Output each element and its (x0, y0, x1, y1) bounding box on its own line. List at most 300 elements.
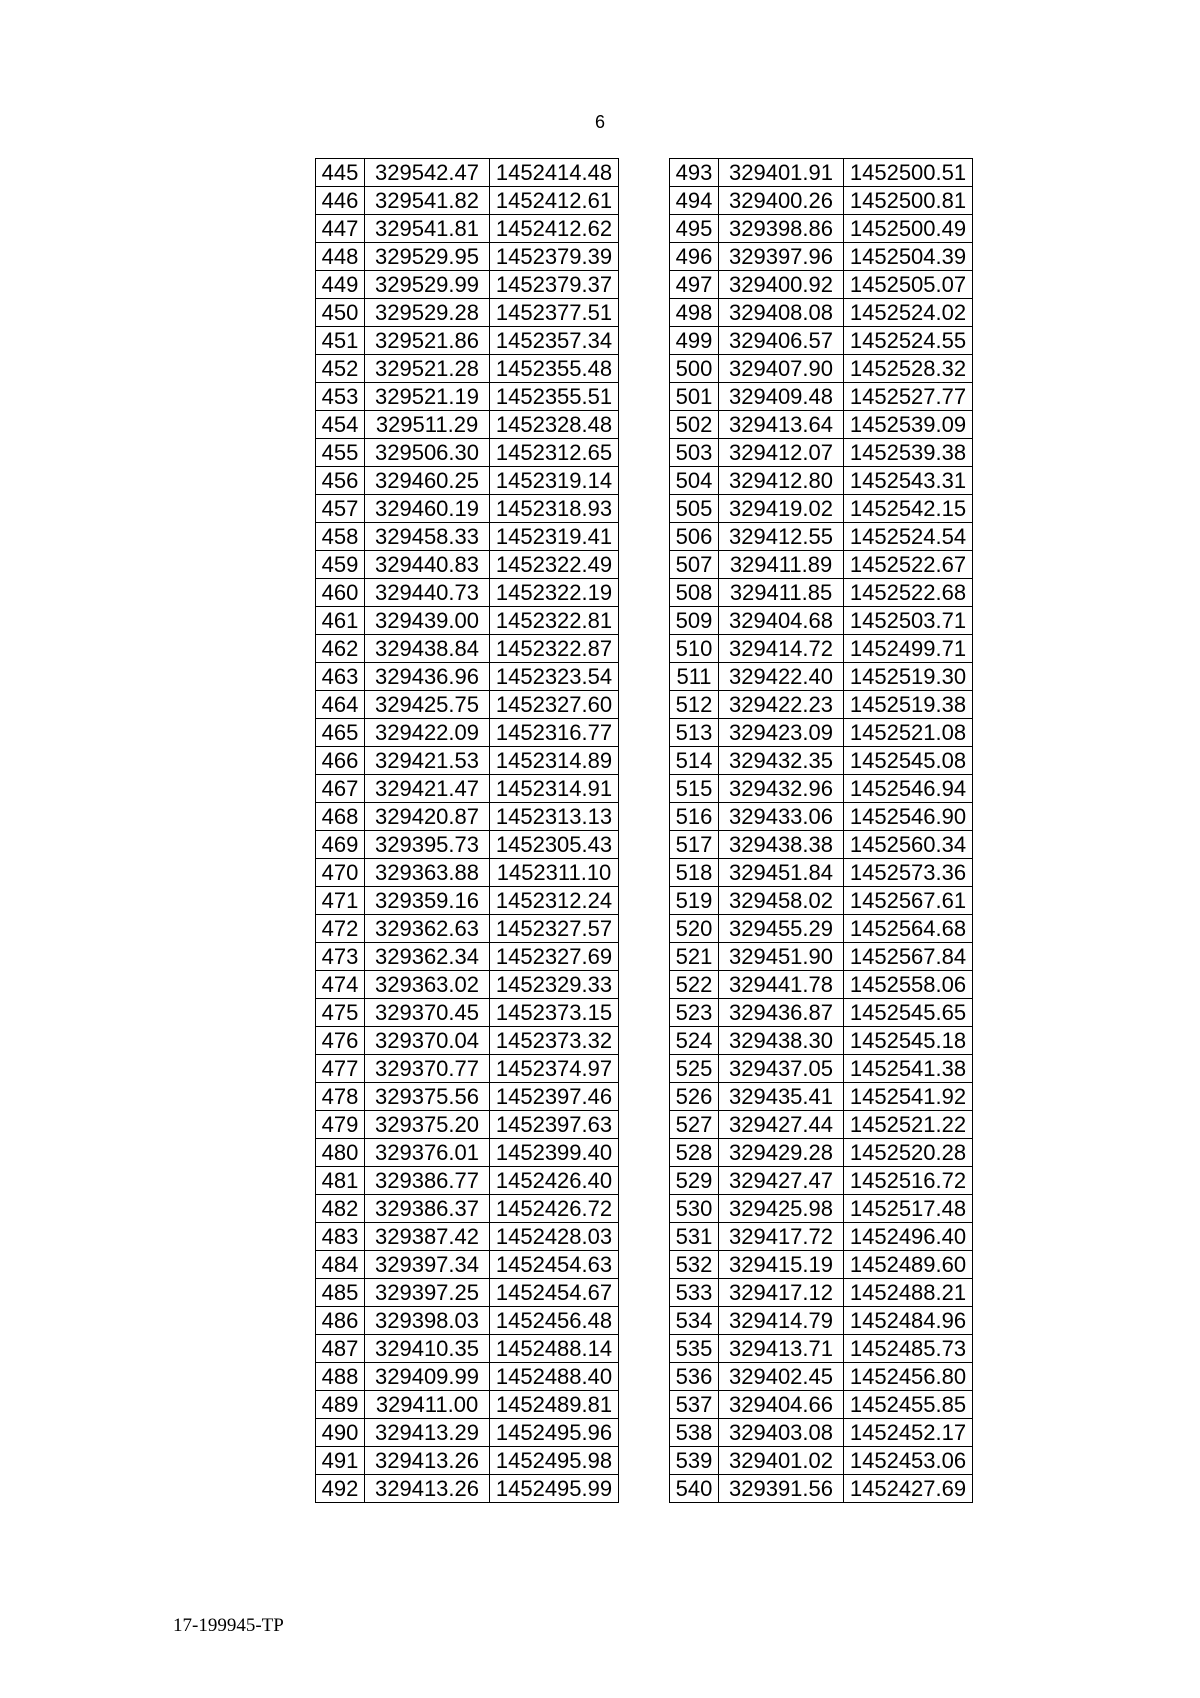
y-coordinate-cell: 1452377.51 (490, 299, 619, 327)
x-coordinate-cell: 329410.35 (365, 1335, 490, 1363)
point-number-cell: 499 (670, 327, 719, 355)
x-coordinate-cell: 329506.30 (365, 439, 490, 467)
table-row (316, 1055, 619, 1083)
x-coordinate-cell: 329436.87 (719, 999, 844, 1027)
y-coordinate-cell: 1452519.30 (844, 663, 973, 691)
x-coordinate-cell: 329455.29 (719, 915, 844, 943)
y-coordinate-cell: 1452322.49 (490, 551, 619, 579)
table-row (670, 355, 973, 383)
table-row (316, 579, 619, 607)
y-coordinate-cell: 1452328.48 (490, 411, 619, 439)
y-coordinate-cell: 1452546.90 (844, 803, 973, 831)
table-row (316, 1083, 619, 1111)
table-row (670, 999, 973, 1027)
point-number-cell: 502 (670, 411, 719, 439)
x-coordinate-cell: 329413.29 (365, 1419, 490, 1447)
y-coordinate-cell: 1452327.60 (490, 691, 619, 719)
x-coordinate-cell: 329415.19 (719, 1251, 844, 1279)
x-coordinate-cell: 329521.28 (365, 355, 490, 383)
x-coordinate-cell: 329391.56 (719, 1475, 844, 1503)
x-coordinate-cell: 329440.73 (365, 579, 490, 607)
table-row (316, 551, 619, 579)
x-coordinate-cell: 329529.95 (365, 243, 490, 271)
point-number-cell: 446 (316, 187, 365, 215)
y-coordinate-cell: 1452545.65 (844, 999, 973, 1027)
x-coordinate-cell: 329412.55 (719, 523, 844, 551)
y-coordinate-cell: 1452489.81 (490, 1391, 619, 1419)
y-coordinate-cell: 1452522.68 (844, 579, 973, 607)
point-number-cell: 536 (670, 1363, 719, 1391)
x-coordinate-cell: 329435.41 (719, 1083, 844, 1111)
table-row (670, 719, 973, 747)
y-coordinate-cell: 1452455.85 (844, 1391, 973, 1419)
table-row (670, 187, 973, 215)
table-row (670, 943, 973, 971)
table-row (670, 887, 973, 915)
x-coordinate-cell: 329387.42 (365, 1223, 490, 1251)
y-coordinate-cell: 1452456.80 (844, 1363, 973, 1391)
y-coordinate-cell: 1452517.48 (844, 1195, 973, 1223)
point-number-cell: 479 (316, 1111, 365, 1139)
y-coordinate-cell: 1452314.89 (490, 747, 619, 775)
table-row (670, 523, 973, 551)
point-number-cell: 513 (670, 719, 719, 747)
table-row (670, 1447, 973, 1475)
point-number-cell: 466 (316, 747, 365, 775)
point-number-cell: 523 (670, 999, 719, 1027)
table-row (316, 1363, 619, 1391)
table-row (670, 691, 973, 719)
table-row (670, 1475, 973, 1503)
point-number-cell: 525 (670, 1055, 719, 1083)
x-coordinate-cell: 329414.72 (719, 635, 844, 663)
x-coordinate-cell: 329409.48 (719, 383, 844, 411)
y-coordinate-cell: 1452426.72 (490, 1195, 619, 1223)
table-row (316, 1335, 619, 1363)
point-number-cell: 498 (670, 299, 719, 327)
y-coordinate-cell: 1452313.13 (490, 803, 619, 831)
table-row (316, 1223, 619, 1251)
table-row (670, 1391, 973, 1419)
y-coordinate-cell: 1452521.22 (844, 1111, 973, 1139)
coordinates-table-left (315, 158, 619, 1503)
point-number-cell: 504 (670, 467, 719, 495)
table-row (670, 1223, 973, 1251)
y-coordinate-cell: 1452427.69 (844, 1475, 973, 1503)
x-coordinate-cell: 329541.81 (365, 215, 490, 243)
x-coordinate-cell: 329363.88 (365, 859, 490, 887)
point-number-cell: 487 (316, 1335, 365, 1363)
point-number-cell: 447 (316, 215, 365, 243)
point-number-cell: 539 (670, 1447, 719, 1475)
table-row (316, 187, 619, 215)
x-coordinate-cell: 329411.89 (719, 551, 844, 579)
point-number-cell: 531 (670, 1223, 719, 1251)
point-number-cell: 474 (316, 971, 365, 999)
y-coordinate-cell: 1452485.73 (844, 1335, 973, 1363)
point-number-cell: 445 (316, 159, 365, 187)
x-coordinate-cell: 329440.83 (365, 551, 490, 579)
y-coordinate-cell: 1452542.15 (844, 495, 973, 523)
table-row (670, 299, 973, 327)
table-row (316, 467, 619, 495)
y-coordinate-cell: 1452560.34 (844, 831, 973, 859)
y-coordinate-cell: 1452355.48 (490, 355, 619, 383)
x-coordinate-cell: 329427.44 (719, 1111, 844, 1139)
x-coordinate-cell: 329417.12 (719, 1279, 844, 1307)
x-coordinate-cell: 329458.33 (365, 523, 490, 551)
y-coordinate-cell: 1452488.21 (844, 1279, 973, 1307)
x-coordinate-cell: 329427.47 (719, 1167, 844, 1195)
y-coordinate-cell: 1452319.41 (490, 523, 619, 551)
y-coordinate-cell: 1452546.94 (844, 775, 973, 803)
table-row (316, 607, 619, 635)
y-coordinate-cell: 1452322.87 (490, 635, 619, 663)
point-number-cell: 469 (316, 831, 365, 859)
x-coordinate-cell: 329402.45 (719, 1363, 844, 1391)
point-number-cell: 495 (670, 215, 719, 243)
point-number-cell: 468 (316, 803, 365, 831)
point-number-cell: 455 (316, 439, 365, 467)
x-coordinate-cell: 329363.02 (365, 971, 490, 999)
point-number-cell: 475 (316, 999, 365, 1027)
point-number-cell: 450 (316, 299, 365, 327)
table-row (670, 1251, 973, 1279)
x-coordinate-cell: 329362.34 (365, 943, 490, 971)
point-number-cell: 486 (316, 1307, 365, 1335)
y-coordinate-cell: 1452516.72 (844, 1167, 973, 1195)
y-coordinate-cell: 1452312.24 (490, 887, 619, 915)
point-number-cell: 515 (670, 775, 719, 803)
table-row (670, 1195, 973, 1223)
x-coordinate-cell: 329370.04 (365, 1027, 490, 1055)
x-coordinate-cell: 329541.82 (365, 187, 490, 215)
point-number-cell: 511 (670, 663, 719, 691)
y-coordinate-cell: 1452499.71 (844, 635, 973, 663)
point-number-cell: 538 (670, 1419, 719, 1447)
point-number-cell: 467 (316, 775, 365, 803)
table-row (316, 915, 619, 943)
y-coordinate-cell: 1452495.98 (490, 1447, 619, 1475)
y-coordinate-cell: 1452373.15 (490, 999, 619, 1027)
point-number-cell: 465 (316, 719, 365, 747)
table-row (316, 803, 619, 831)
x-coordinate-cell: 329408.08 (719, 299, 844, 327)
y-coordinate-cell: 1452379.39 (490, 243, 619, 271)
table-row (670, 1027, 973, 1055)
y-coordinate-cell: 1452456.48 (490, 1307, 619, 1335)
y-coordinate-cell: 1452524.54 (844, 523, 973, 551)
point-number-cell: 482 (316, 1195, 365, 1223)
table-row (316, 1391, 619, 1419)
table-row (670, 1335, 973, 1363)
table-row (316, 1167, 619, 1195)
y-coordinate-cell: 1452379.37 (490, 271, 619, 299)
x-coordinate-cell: 329422.23 (719, 691, 844, 719)
y-coordinate-cell: 1452567.84 (844, 943, 973, 971)
y-coordinate-cell: 1452412.62 (490, 215, 619, 243)
x-coordinate-cell: 329423.09 (719, 719, 844, 747)
y-coordinate-cell: 1452426.40 (490, 1167, 619, 1195)
y-coordinate-cell: 1452503.71 (844, 607, 973, 635)
point-number-cell: 454 (316, 411, 365, 439)
x-coordinate-cell: 329458.02 (719, 887, 844, 915)
x-coordinate-cell: 329437.05 (719, 1055, 844, 1083)
point-number-cell: 522 (670, 971, 719, 999)
y-coordinate-cell: 1452314.91 (490, 775, 619, 803)
y-coordinate-cell: 1452414.48 (490, 159, 619, 187)
point-number-cell: 516 (670, 803, 719, 831)
x-coordinate-cell: 329401.02 (719, 1447, 844, 1475)
point-number-cell: 533 (670, 1279, 719, 1307)
table-row (670, 831, 973, 859)
table-row (316, 719, 619, 747)
y-coordinate-cell: 1452524.02 (844, 299, 973, 327)
x-coordinate-cell: 329403.08 (719, 1419, 844, 1447)
point-number-cell: 524 (670, 1027, 719, 1055)
table-row (316, 999, 619, 1027)
table-row (670, 775, 973, 803)
table-row (316, 271, 619, 299)
table-row (316, 159, 619, 187)
point-number-cell: 491 (316, 1447, 365, 1475)
point-number-cell: 532 (670, 1251, 719, 1279)
x-coordinate-cell: 329429.28 (719, 1139, 844, 1167)
table-row (670, 1111, 973, 1139)
x-coordinate-cell: 329421.53 (365, 747, 490, 775)
point-number-cell: 526 (670, 1083, 719, 1111)
y-coordinate-cell: 1452495.96 (490, 1419, 619, 1447)
y-coordinate-cell: 1452539.09 (844, 411, 973, 439)
point-number-cell: 530 (670, 1195, 719, 1223)
x-coordinate-cell: 329420.87 (365, 803, 490, 831)
y-coordinate-cell: 1452454.63 (490, 1251, 619, 1279)
table-row (670, 579, 973, 607)
table-row (670, 467, 973, 495)
point-number-cell: 457 (316, 495, 365, 523)
y-coordinate-cell: 1452541.38 (844, 1055, 973, 1083)
y-coordinate-cell: 1452545.08 (844, 747, 973, 775)
x-coordinate-cell: 329362.63 (365, 915, 490, 943)
table-row (670, 859, 973, 887)
point-number-cell: 478 (316, 1083, 365, 1111)
table-row (316, 1111, 619, 1139)
table-row (316, 299, 619, 327)
document-code: 17-199945-TP (173, 1615, 284, 1636)
table-row (316, 943, 619, 971)
coordinates-table-left-body (316, 159, 619, 1503)
x-coordinate-cell: 329413.26 (365, 1475, 490, 1503)
table-row (670, 495, 973, 523)
page-number: 6 (594, 112, 605, 132)
point-number-cell: 448 (316, 243, 365, 271)
y-coordinate-cell: 1452500.81 (844, 187, 973, 215)
x-coordinate-cell: 329359.16 (365, 887, 490, 915)
y-coordinate-cell: 1452539.38 (844, 439, 973, 467)
point-number-cell: 517 (670, 831, 719, 859)
x-coordinate-cell: 329395.73 (365, 831, 490, 859)
x-coordinate-cell: 329417.72 (719, 1223, 844, 1251)
coordinates-table-right-body (670, 159, 973, 1503)
point-number-cell: 497 (670, 271, 719, 299)
x-coordinate-cell: 329422.40 (719, 663, 844, 691)
x-coordinate-cell: 329411.85 (719, 579, 844, 607)
y-coordinate-cell: 1452327.69 (490, 943, 619, 971)
x-coordinate-cell: 329398.86 (719, 215, 844, 243)
y-coordinate-cell: 1452519.38 (844, 691, 973, 719)
point-number-cell: 484 (316, 1251, 365, 1279)
x-coordinate-cell: 329413.64 (719, 411, 844, 439)
y-coordinate-cell: 1452316.77 (490, 719, 619, 747)
point-number-cell: 510 (670, 635, 719, 663)
x-coordinate-cell: 329412.80 (719, 467, 844, 495)
x-coordinate-cell: 329433.06 (719, 803, 844, 831)
point-number-cell: 464 (316, 691, 365, 719)
x-coordinate-cell: 329398.03 (365, 1307, 490, 1335)
x-coordinate-cell: 329386.77 (365, 1167, 490, 1195)
point-number-cell: 462 (316, 635, 365, 663)
table-row (670, 747, 973, 775)
point-number-cell: 460 (316, 579, 365, 607)
point-number-cell: 529 (670, 1167, 719, 1195)
point-number-cell: 503 (670, 439, 719, 467)
y-coordinate-cell: 1452504.39 (844, 243, 973, 271)
table-row (316, 663, 619, 691)
point-number-cell: 470 (316, 859, 365, 887)
y-coordinate-cell: 1452318.93 (490, 495, 619, 523)
point-number-cell: 481 (316, 1167, 365, 1195)
point-number-cell: 496 (670, 243, 719, 271)
x-coordinate-cell: 329422.09 (365, 719, 490, 747)
point-number-cell: 488 (316, 1363, 365, 1391)
y-coordinate-cell: 1452484.96 (844, 1307, 973, 1335)
table-row (670, 971, 973, 999)
table-row (670, 1419, 973, 1447)
x-coordinate-cell: 329397.25 (365, 1279, 490, 1307)
table-row (670, 1083, 973, 1111)
x-coordinate-cell: 329542.47 (365, 159, 490, 187)
point-number-cell: 458 (316, 523, 365, 551)
table-row (670, 803, 973, 831)
x-coordinate-cell: 329401.91 (719, 159, 844, 187)
point-number-cell: 540 (670, 1475, 719, 1503)
x-coordinate-cell: 329441.78 (719, 971, 844, 999)
table-row (316, 411, 619, 439)
table-row (316, 383, 619, 411)
y-coordinate-cell: 1452489.60 (844, 1251, 973, 1279)
x-coordinate-cell: 329438.84 (365, 635, 490, 663)
y-coordinate-cell: 1452452.17 (844, 1419, 973, 1447)
point-number-cell: 463 (316, 663, 365, 691)
point-number-cell: 453 (316, 383, 365, 411)
table-row (316, 887, 619, 915)
table-row (316, 327, 619, 355)
point-number-cell: 518 (670, 859, 719, 887)
x-coordinate-cell: 329375.56 (365, 1083, 490, 1111)
table-row (316, 1195, 619, 1223)
y-coordinate-cell: 1452329.33 (490, 971, 619, 999)
table-row (316, 635, 619, 663)
point-number-cell: 494 (670, 187, 719, 215)
y-coordinate-cell: 1452374.97 (490, 1055, 619, 1083)
point-number-cell: 501 (670, 383, 719, 411)
point-number-cell: 490 (316, 1419, 365, 1447)
x-coordinate-cell: 329451.90 (719, 943, 844, 971)
y-coordinate-cell: 1452564.68 (844, 915, 973, 943)
point-number-cell: 459 (316, 551, 365, 579)
table-row (670, 411, 973, 439)
x-coordinate-cell: 329521.19 (365, 383, 490, 411)
x-coordinate-cell: 329411.00 (365, 1391, 490, 1419)
y-coordinate-cell: 1452428.03 (490, 1223, 619, 1251)
table-row (316, 1447, 619, 1475)
table-row (670, 383, 973, 411)
x-coordinate-cell: 329432.96 (719, 775, 844, 803)
y-coordinate-cell: 1452412.61 (490, 187, 619, 215)
table-row (316, 691, 619, 719)
table-row (316, 775, 619, 803)
point-number-cell: 452 (316, 355, 365, 383)
point-number-cell: 519 (670, 887, 719, 915)
point-number-cell: 520 (670, 915, 719, 943)
coordinates-table-right (669, 158, 973, 1503)
y-coordinate-cell: 1452524.55 (844, 327, 973, 355)
y-coordinate-cell: 1452541.92 (844, 1083, 973, 1111)
y-coordinate-cell: 1452495.99 (490, 1475, 619, 1503)
y-coordinate-cell: 1452488.14 (490, 1335, 619, 1363)
x-coordinate-cell: 329409.99 (365, 1363, 490, 1391)
point-number-cell: 449 (316, 271, 365, 299)
table-row (316, 1027, 619, 1055)
table-row (316, 747, 619, 775)
table-row (670, 1363, 973, 1391)
table-row (670, 1167, 973, 1195)
x-coordinate-cell: 329511.29 (365, 411, 490, 439)
table-row (316, 1279, 619, 1307)
y-coordinate-cell: 1452500.51 (844, 159, 973, 187)
table-row (670, 1307, 973, 1335)
x-coordinate-cell: 329413.26 (365, 1447, 490, 1475)
y-coordinate-cell: 1452520.28 (844, 1139, 973, 1167)
point-number-cell: 485 (316, 1279, 365, 1307)
y-coordinate-cell: 1452355.51 (490, 383, 619, 411)
y-coordinate-cell: 1452322.81 (490, 607, 619, 635)
x-coordinate-cell: 329400.26 (719, 187, 844, 215)
table-row (316, 523, 619, 551)
point-number-cell: 471 (316, 887, 365, 915)
y-coordinate-cell: 1452545.18 (844, 1027, 973, 1055)
point-number-cell: 489 (316, 1391, 365, 1419)
table-row (670, 159, 973, 187)
y-coordinate-cell: 1452558.06 (844, 971, 973, 999)
point-number-cell: 507 (670, 551, 719, 579)
point-number-cell: 493 (670, 159, 719, 187)
point-number-cell: 461 (316, 607, 365, 635)
table-row (316, 831, 619, 859)
table-row (670, 607, 973, 635)
x-coordinate-cell: 329412.07 (719, 439, 844, 467)
point-number-cell: 473 (316, 943, 365, 971)
table-row (670, 663, 973, 691)
point-number-cell: 483 (316, 1223, 365, 1251)
point-number-cell: 506 (670, 523, 719, 551)
y-coordinate-cell: 1452521.08 (844, 719, 973, 747)
point-number-cell: 456 (316, 467, 365, 495)
y-coordinate-cell: 1452322.19 (490, 579, 619, 607)
x-coordinate-cell: 329397.34 (365, 1251, 490, 1279)
table-row (670, 1139, 973, 1167)
x-coordinate-cell: 329529.28 (365, 299, 490, 327)
